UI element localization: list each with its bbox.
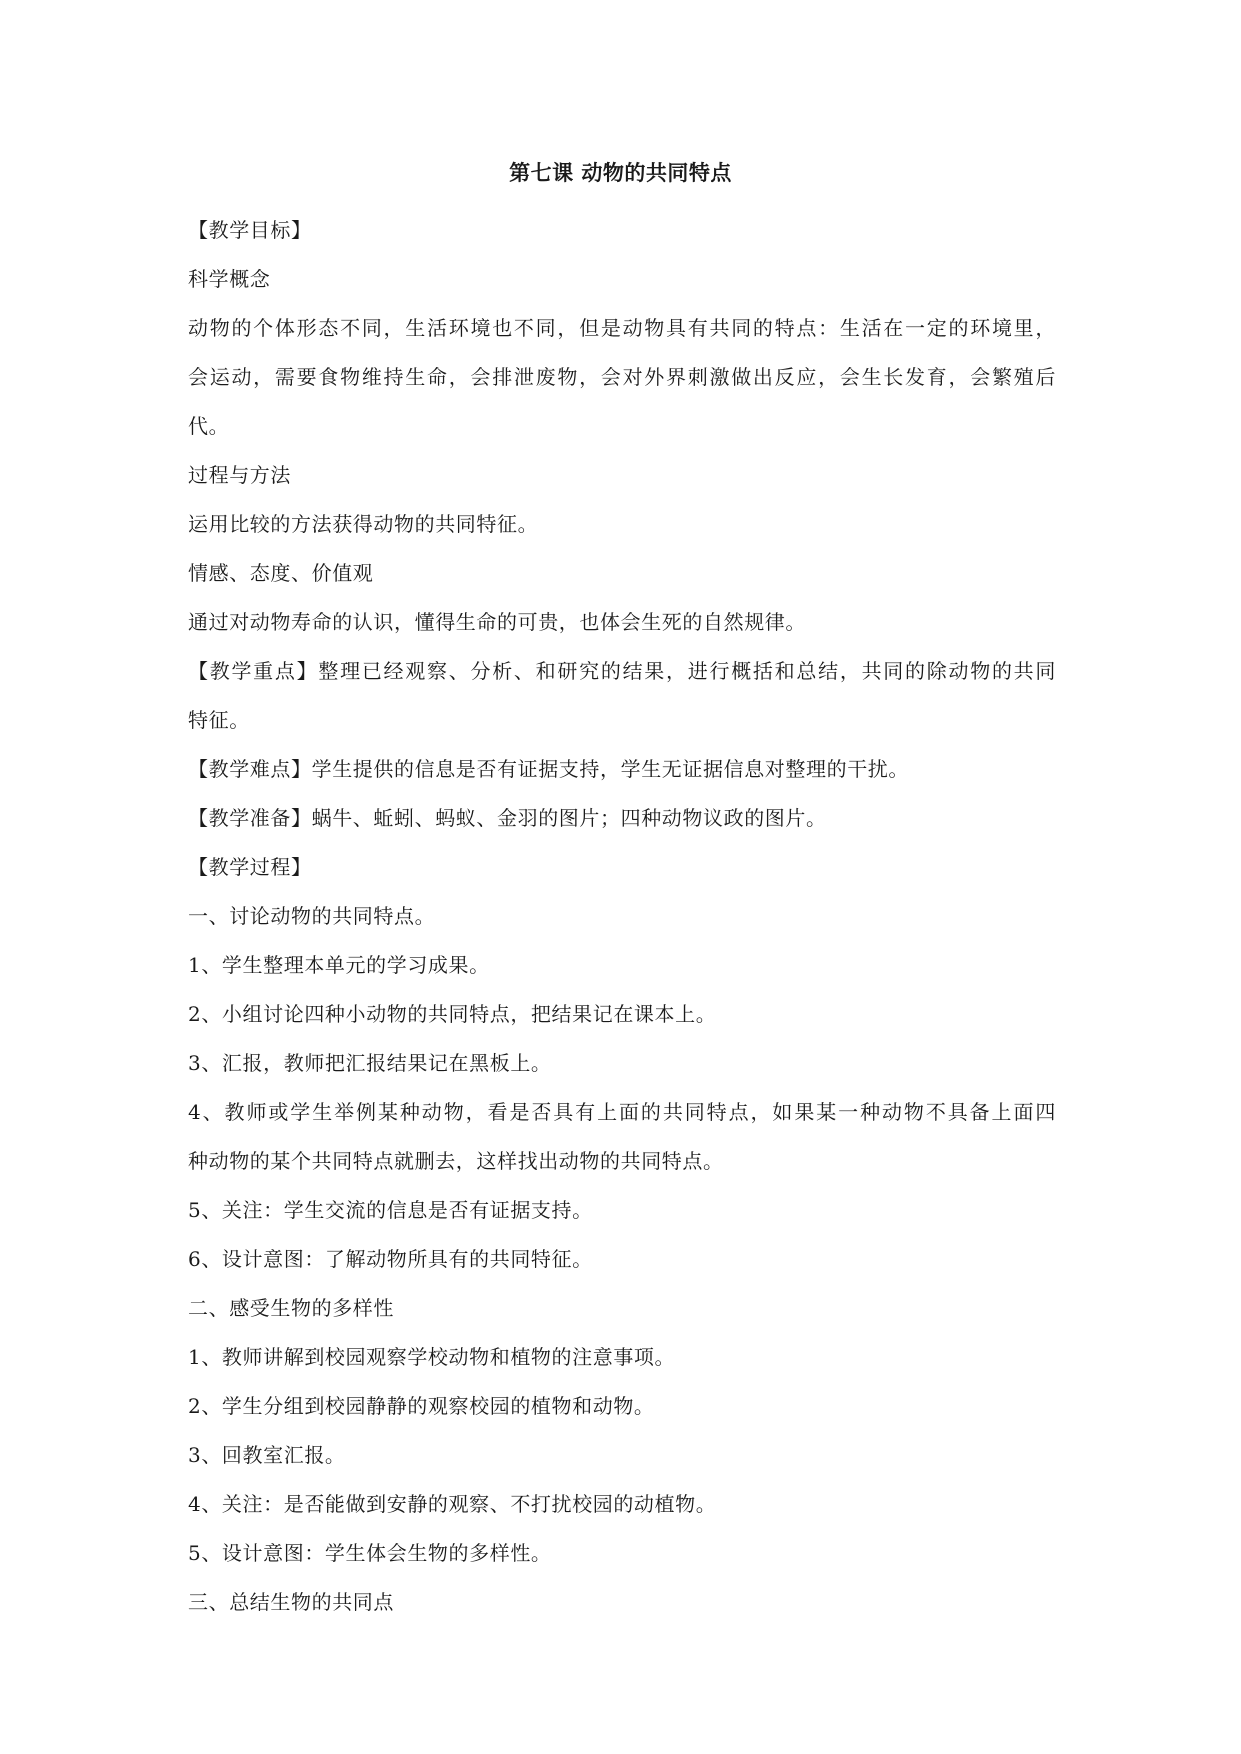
text-line: 5、关注：学生交流的信息是否有证据支持。 <box>188 1198 593 1222</box>
document-body <box>188 206 1056 1627</box>
text-line: 种动物的某个共同特点就删去，这样找出动物的共同特点。 <box>188 1149 724 1173</box>
text-line: 【教学过程】 <box>188 855 312 879</box>
text-line: 【教学准备】蜗牛、蚯蚓、蚂蚁、金羽的图片；四种动物议政的图片。 <box>188 806 827 830</box>
text-line: 5、设计意图：学生体会生物的多样性。 <box>188 1541 552 1565</box>
text-line: 4、关注：是否能做到安静的观察、不打扰校园的动植物。 <box>188 1492 717 1516</box>
text-line: 1、教师讲解到校园观察学校动物和植物的注意事项。 <box>188 1345 676 1369</box>
text-line: 代。 <box>188 414 230 438</box>
text-line: 二、感受生物的多样性 <box>188 1296 394 1320</box>
text-line: 2、小组讨论四种小动物的共同特点，把结果记在课本上。 <box>188 1002 717 1026</box>
text-line: 【教学难点】学生提供的信息是否有证据支持，学生无证据信息对整理的干扰。 <box>188 757 909 781</box>
text-line: 3、汇报，教师把汇报结果记在黑板上。 <box>188 1051 552 1075</box>
text-line: 3、回教室汇报。 <box>188 1443 346 1467</box>
text-line: 1、学生整理本单元的学习成果。 <box>188 953 490 977</box>
text-line: 三、总结生物的共同点 <box>188 1590 394 1614</box>
text-line: 情感、态度、价值观 <box>188 561 374 585</box>
text-line: 2、学生分组到校园静静的观察校园的植物和动物。 <box>188 1394 655 1418</box>
text-line: 6、设计意图：了解动物所具有的共同特征。 <box>188 1247 593 1271</box>
text-line: 4、教师或学生举例某种动物，看是否具有上面的共同特点，如果某一种动物不具备上面四 <box>188 1100 1056 1124</box>
text-line: 过程与方法 <box>188 463 291 487</box>
text-line: 【教学重点】整理已经观察、分析、和研究的结果，进行概括和总结，共同的除动物的共同 <box>188 659 1056 683</box>
text-line: 一、讨论动物的共同特点。 <box>188 904 436 928</box>
text-line: 科学概念 <box>188 267 271 291</box>
text-line: 会运动，需要食物维持生命，会排泄废物，会对外界刺激做出反应，会生长发育，会繁殖后 <box>188 365 1056 389</box>
text-line: 动物的个体形态不同，生活环境也不同，但是动物具有共同的特点：生活在一定的环境里， <box>188 316 1056 340</box>
text-line: 通过对动物寿命的认识，懂得生命的可贵，也体会生死的自然规律。 <box>188 610 806 634</box>
document-title: 第七课 动物的共同特点 <box>509 161 732 185</box>
text-line: 【教学目标】 <box>188 218 312 242</box>
text-line: 运用比较的方法获得动物的共同特征。 <box>188 512 539 536</box>
text-line: 特征。 <box>188 708 250 732</box>
